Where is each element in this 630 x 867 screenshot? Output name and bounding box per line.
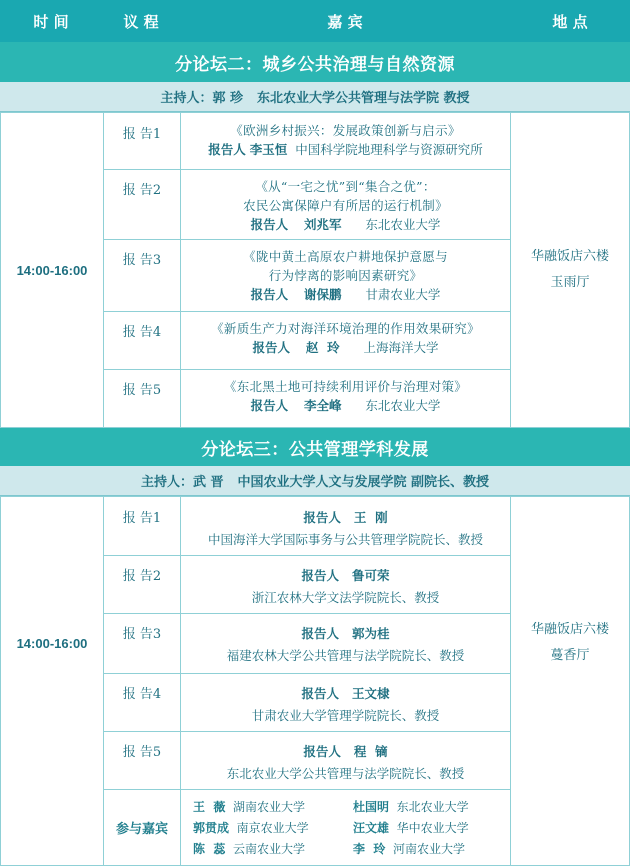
forum3-guests-label: 参与嘉宾 <box>115 821 168 837</box>
forum2-talk3-title-line1: 《陇中黄土高原农户耕地保护意愿与 <box>243 249 448 264</box>
table-header <box>0 0 630 42</box>
forum3-talk5-prefix: 报告人 <box>303 744 341 759</box>
forum2-talk3-title-line2: 行为悖离的影响因素研究》 <box>268 268 423 283</box>
guest-name: 郭贯成 <box>193 821 230 835</box>
guest-name: 汪文雄 <box>353 821 390 835</box>
forum2-venue-building: 华融饭店六楼 <box>530 249 609 264</box>
forum2-talk4-title: 《新质生产力对海洋环境治理的作用效果研究》 <box>211 321 480 336</box>
forum2-talk2-title-line2: 农民公寓保障户有所居的运行机制》 <box>243 198 448 213</box>
forum3-talk4-prefix: 报告人 <box>301 686 339 701</box>
forum3-talk5-org: 东北农业大学公共管理与法学院院长、教授 <box>226 766 465 781</box>
guest-row <box>193 818 504 839</box>
forum3-host-org: 中国农业大学人文与发展学院 副院长、教授 <box>237 475 490 490</box>
forum3-talk1-prefix: 报告人 <box>303 510 341 525</box>
forum2-talk3 <box>181 239 510 311</box>
forum2-talk1-prefix: 报告人 <box>208 142 246 157</box>
forum2-host-name: 郭 珍 <box>212 91 243 106</box>
guest-name: 杜国明 <box>353 800 390 814</box>
guest-org: 华中农业大学 <box>396 821 469 835</box>
guest-name: 王 薇 <box>193 800 226 814</box>
header-time: 时 间 <box>33 12 69 31</box>
forum2-talk5-org: 东北农业大学 <box>365 398 441 413</box>
forum3-talk2 <box>181 555 510 613</box>
guest-org: 河南农业大学 <box>393 842 466 856</box>
forum2-talk3-org: 甘肃农业大学 <box>365 287 441 302</box>
forum3-guests <box>181 789 510 865</box>
forum2-time: 14:00-16:00 <box>16 262 88 278</box>
forum3-talk2-label: 报 告2 <box>122 569 162 584</box>
forum2-talk4-label: 报 告4 <box>122 325 162 340</box>
forum2-talk4-speaker: 赵 玲 <box>305 340 340 355</box>
guest-org: 湖南农业大学 <box>233 800 306 814</box>
forum2-talk1-org: 中国科学院地理科学与资源研究所 <box>295 142 483 157</box>
forum3-talk2-speaker: 鲁可荣 <box>352 568 390 583</box>
forum2-talk3-label: 报 告3 <box>122 253 162 268</box>
forum3-host-label: 主持人： <box>140 475 193 490</box>
forum2-talk4-prefix: 报告人 <box>252 340 291 355</box>
forum2-talk2-title-line1: 《从“一宅之忧”到“集合之优”： <box>255 179 436 194</box>
forum2-talk2-org: 东北农业大学 <box>365 217 441 232</box>
guest-name: 陈 蕊 <box>193 842 226 856</box>
forum3-venue-building: 华融饭店六楼 <box>530 622 609 637</box>
forum3-talk4-label: 报 告4 <box>122 687 162 702</box>
forum3-talk5-speaker: 程 镝 <box>353 744 388 759</box>
forum3-venue <box>511 497 629 789</box>
forum3-talk1-label: 报 告1 <box>122 511 162 526</box>
forum2-talk3-speaker: 谢保鹏 <box>304 287 342 302</box>
forum3-host <box>0 466 630 496</box>
forum3-venue-room: 蔓香厅 <box>550 648 590 663</box>
forum2-talk2-label: 报 告2 <box>122 183 162 198</box>
forum2-host-org: 东北农业大学公共管理与法学院 教授 <box>257 91 470 106</box>
forum3-talk2-prefix: 报告人 <box>301 568 339 583</box>
forum3-talk3 <box>181 613 510 673</box>
guest-row <box>193 839 504 860</box>
forum3-talk5-label: 报 告5 <box>122 745 162 760</box>
forum3-talk1-speaker: 王 刚 <box>353 510 388 525</box>
forum2-venue <box>511 113 629 427</box>
forum2-talk2-prefix: 报告人 <box>250 217 289 232</box>
forum2-talk4-org: 上海海洋大学 <box>363 340 439 355</box>
forum3-talk4-org: 甘肃农业大学管理学院院长、教授 <box>251 708 440 723</box>
forum2-talk5-prefix: 报告人 <box>250 398 289 413</box>
guest-org: 东北农业大学 <box>396 800 469 814</box>
forum2-host-label: 主持人： <box>160 91 213 106</box>
forum2-talk1 <box>181 113 510 169</box>
header-guests: 嘉 宾 <box>327 12 363 31</box>
forum3-talk1 <box>181 497 510 555</box>
forum3-host-name: 武 晋 <box>192 475 224 490</box>
forum3-talk1-org: 中国海洋大学国际事务与公共管理学院院长、教授 <box>207 532 483 547</box>
forum3-talk5 <box>181 731 510 789</box>
forum3-talk3-prefix: 报告人 <box>301 626 339 641</box>
forum3-talk3-label: 报 告3 <box>122 627 162 642</box>
forum3-time: 14:00-16:00 <box>16 635 88 651</box>
forum2-table <box>0 112 630 428</box>
forum3-talk2-org: 浙江农林大学文法学院院长、教授 <box>251 590 440 605</box>
guest-name: 李 玲 <box>353 842 386 856</box>
guest-org: 南京农业大学 <box>236 821 309 835</box>
forum2-venue-room: 玉雨厅 <box>550 275 590 290</box>
header-agenda: 议 程 <box>123 12 159 31</box>
forum3-talk4-speaker: 王文棣 <box>352 686 390 701</box>
forum3-talk4 <box>181 673 510 731</box>
forum3-table <box>0 496 630 866</box>
forum2-talk5-label: 报 告5 <box>122 383 162 398</box>
forum2-talk2 <box>181 169 510 239</box>
forum2-talk5-title: 《东北黑土地可持续利用评价与治理对策》 <box>223 379 468 394</box>
guest-row <box>193 797 504 818</box>
forum2-talk4 <box>181 311 510 369</box>
forum2-talk5 <box>181 369 510 427</box>
forum2-talk2-speaker: 刘兆军 <box>304 217 342 232</box>
forum2-talk1-speaker: 李玉恒 <box>249 142 288 157</box>
guest-org: 云南农业大学 <box>233 842 306 856</box>
forum3-talk3-org: 福建农林大学公共管理与法学院院长、教授 <box>226 648 465 663</box>
forum2-host <box>0 82 630 112</box>
header-venue: 地 点 <box>552 12 588 31</box>
forum2-title: 分论坛二：城乡公共治理与自然资源 <box>0 42 630 82</box>
forum3-talk3-speaker: 郭为桂 <box>352 626 390 641</box>
forum3-title: 分论坛三：公共管理学科发展 <box>0 428 630 466</box>
forum2-talk1-label: 报 告1 <box>122 127 162 142</box>
forum2-talk3-prefix: 报告人 <box>250 287 289 302</box>
forum2-talk5-speaker: 李全峰 <box>304 398 342 413</box>
forum2-talk1-title: 《欧洲乡村振兴：发展政策创新与启示》 <box>230 123 461 138</box>
